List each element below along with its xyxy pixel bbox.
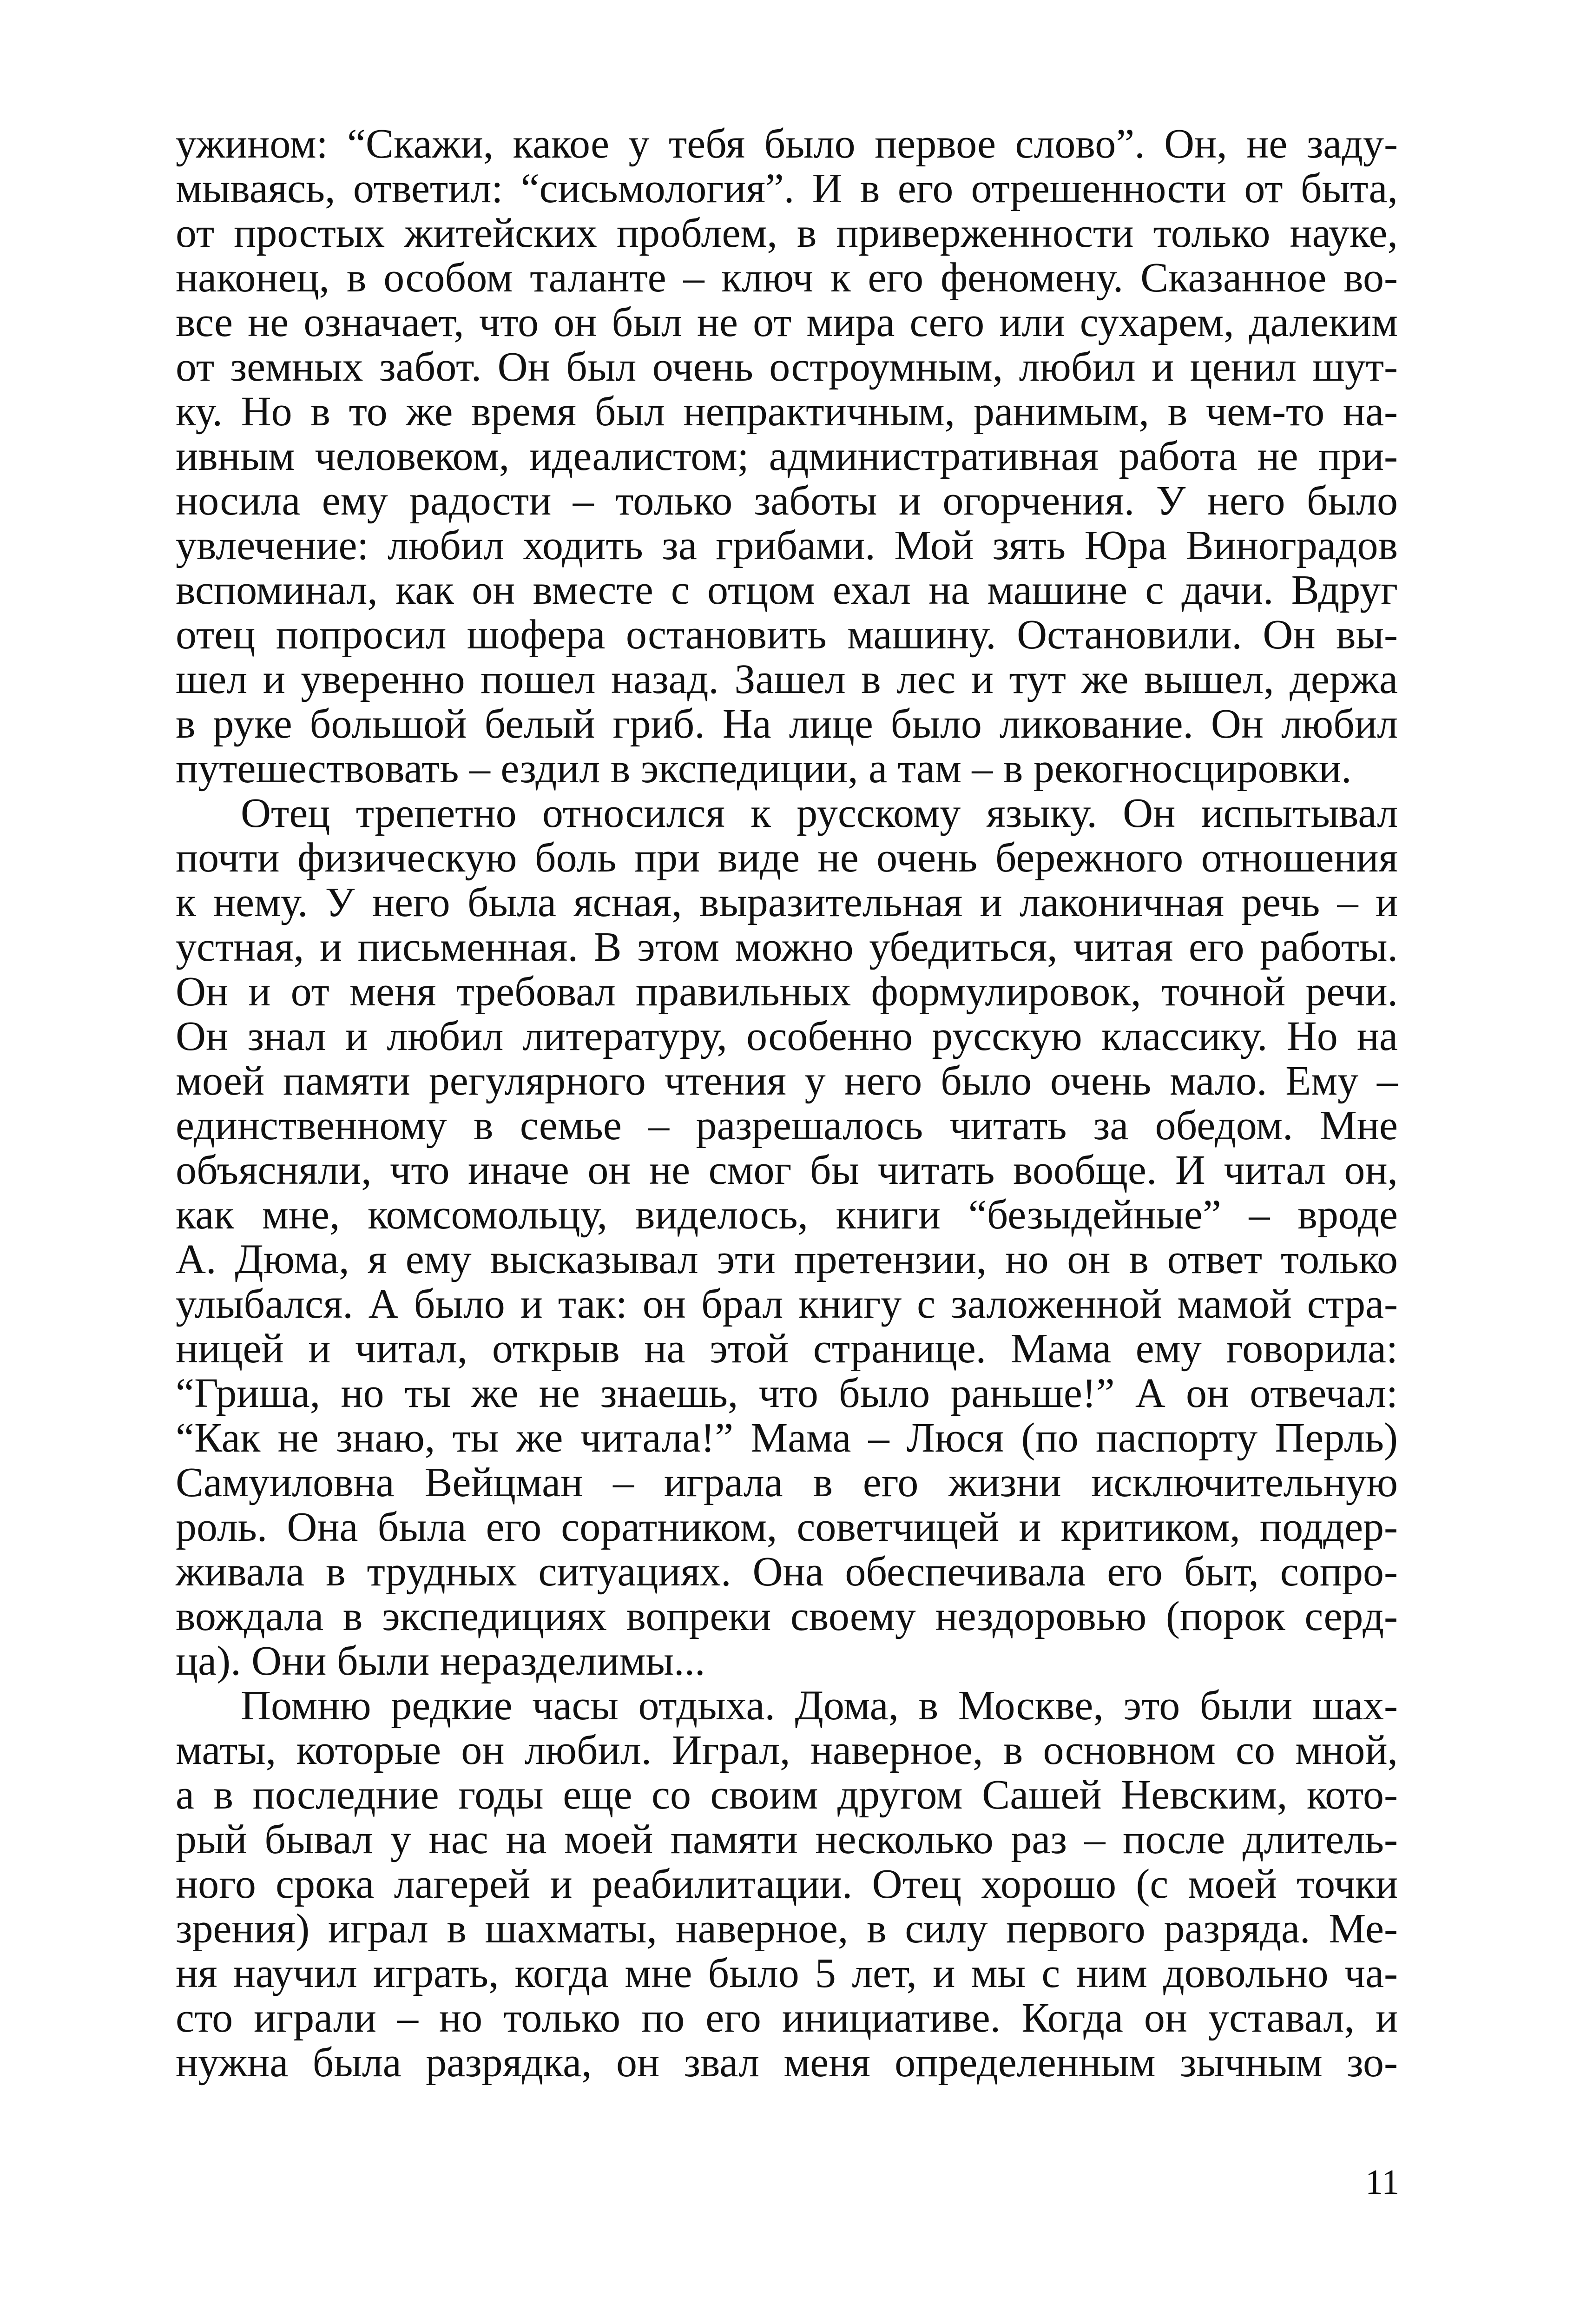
text-line: увлечение: любил ходить за грибами. Мой зять Юра Виноградов — [176, 522, 1398, 568]
text-line: А. Дюма, я ему высказывал эти претензии, но он в ответ только — [176, 1236, 1398, 1282]
text-line: зрения) играл в шахматы, наверное, в силу первого разряда. Ме- — [176, 1906, 1398, 1952]
text-line: вспоминал, как он вместе с отцом ехал на машине с дачи. Вдруг — [176, 567, 1398, 613]
text-line: путешествовать – ездил в экспедиции, а там – в рекогносцировки. — [176, 746, 1352, 792]
text-line: ницей и читал, открыв на этой странице. Мама ему говорила: — [176, 1326, 1398, 1372]
text-line: мываясь, ответил: “сисьмология”. И в его отрешенности от быта, — [176, 165, 1398, 211]
text-line: рый бывал у нас на моей памяти несколько раз – после длитель- — [176, 1816, 1398, 1862]
text-line: устная, и письменная. В этом можно убедиться, читая его работы. — [176, 924, 1398, 970]
text-line: Самуиловна Вейцман – играла в его жизни исключительную — [176, 1459, 1398, 1505]
text-line: нужна была разрядка, он звал меня определенным зычным зо- — [176, 2040, 1398, 2086]
text-line: ца). Они были неразделимы... — [176, 1638, 705, 1684]
text-line: как мне, комсомольцу, виделось, книги “безыдейные” – вроде — [176, 1192, 1398, 1238]
text-line: вождала в экспедициях вопреки своему нездоровью (порок серд- — [176, 1593, 1398, 1639]
text-line: живала в трудных ситуациях. Она обеспечивала его быт, сопро- — [176, 1549, 1398, 1595]
text-line: шел и уверенно пошел назад. Зашел в лес и тут же вышел, держа — [176, 656, 1398, 702]
text-line: Он и от меня требовал правильных формулировок, точной речи. — [176, 969, 1398, 1015]
text-line: сто играли – но только по его инициативе. Когда он уставал, и — [176, 1995, 1398, 2041]
text-line: в руке большой белый гриб. На лице было ликование. Он любил — [176, 701, 1398, 747]
text-line: ного срока лагерей и реабилитации. Отец хорошо (с моей точки — [176, 1861, 1398, 1907]
body-text — [176, 122, 1398, 2085]
text-line: а в последние годы еще со своим другом Сашей Невским, кото- — [176, 1772, 1398, 1818]
text-line: от простых житейских проблем, в приверженности только науке, — [176, 210, 1398, 256]
text-line: все не означает, что он был не от мира сего или сухарем, далеким — [176, 299, 1398, 345]
text-line: единственному в семье – разрешалось читать за обедом. Мне — [176, 1103, 1398, 1149]
text-line: ку. Но в то же время был непрактичным, ранимым, в чем-то на- — [176, 389, 1398, 435]
text-line: Отец трепетно относился к русскому языку. Он испытывал — [241, 790, 1398, 836]
text-line: “Гриша, но ты же не знаешь, что было раньше!” А он отвечал: — [176, 1370, 1398, 1416]
text-line: “Как не знаю, ты же читала!” Мама – Люся (по паспорту Перль) — [176, 1415, 1398, 1461]
text-line: наконец, в особом таланте – ключ к его феномену. Сказанное во- — [176, 255, 1398, 301]
text-line: носила ему радости – только заботы и огорчения. У него было — [176, 478, 1398, 524]
page-number: 11 — [1365, 2163, 1400, 2202]
text-line: ивным человеком, идеалистом; административная работа не при- — [176, 433, 1398, 479]
text-line: улыбался. А было и так: он брал книгу с заложенной мамой стра- — [176, 1281, 1398, 1327]
text-line: ня научил играть, когда мне было 5 лет, и мы с ним довольно ча- — [176, 1950, 1398, 1996]
text-line: почти физическую боль при виде не очень бережного отношения — [176, 835, 1398, 881]
text-line: моей памяти регулярного чтения у него было очень мало. Ему – — [176, 1058, 1398, 1104]
text-line: к нему. У него была ясная, выразительная и лаконичная речь – и — [176, 879, 1398, 925]
text-line: отец попросил шофера остановить машину. Остановили. Он вы- — [176, 612, 1398, 658]
text-line: роль. Она была его соратником, советчицей и критиком, поддер- — [176, 1504, 1398, 1550]
text-line: ужином: “Скажи, какое у тебя было первое слово”. Он, не заду- — [176, 121, 1398, 167]
text-line: Он знал и любил литературу, особенно русскую классику. Но на — [176, 1013, 1398, 1059]
text-line: Помню редкие часы отдыха. Дома, в Москве, это были шах- — [241, 1683, 1398, 1729]
text-line: маты, которые он любил. Играл, наверное, в основном со мной, — [176, 1727, 1398, 1773]
text-line: объясняли, что иначе он не смог бы читать вообще. И читал он, — [176, 1147, 1398, 1193]
text-line: от земных забот. Он был очень остроумным, любил и ценил шут- — [176, 344, 1398, 390]
